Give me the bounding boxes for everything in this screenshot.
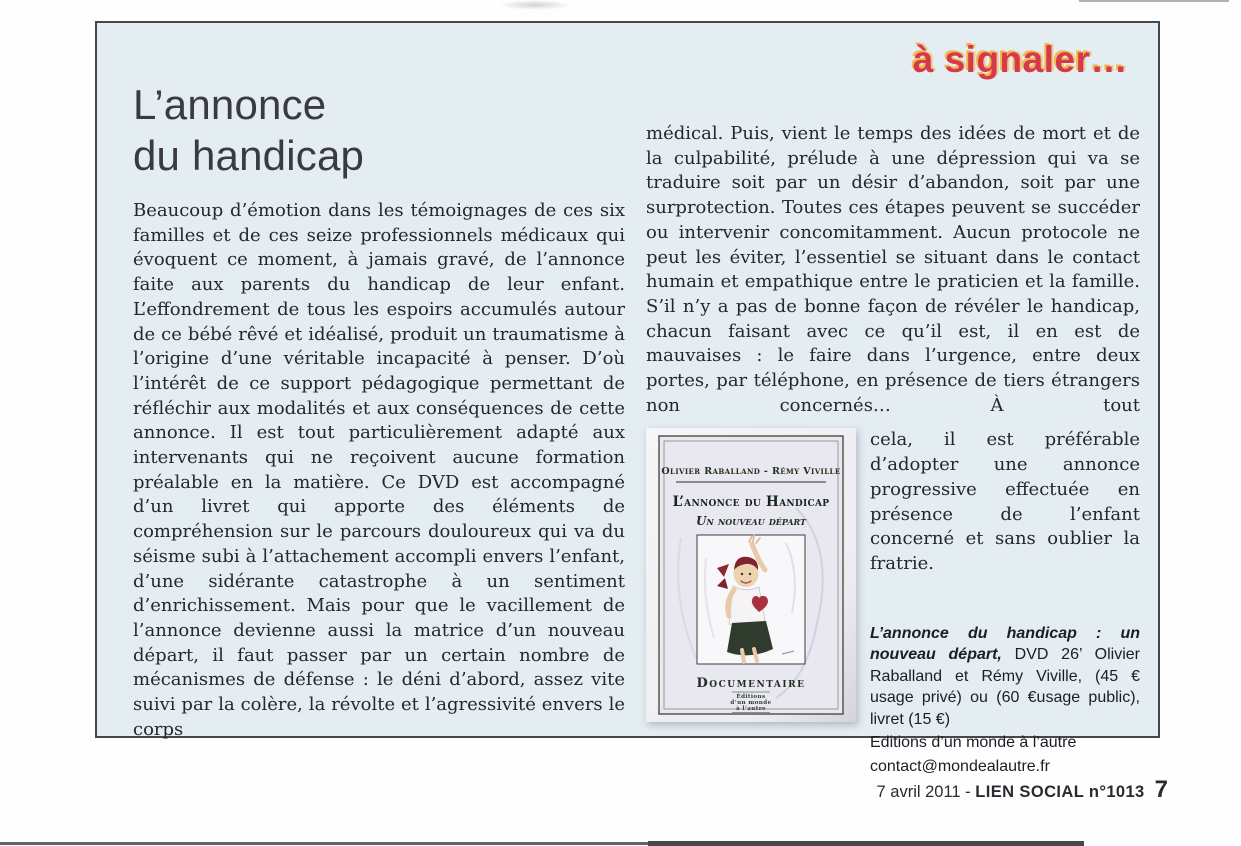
article-panel: [95, 21, 1160, 775]
caption-details: DVD 26’ Olivier Raballand et Rémy Viville, (45 € usage privé) ou (60 €usage public), livret (15 €): [870, 646, 1141, 728]
footer-magazine-title: LIEN SOCIAL n°1013: [975, 783, 1145, 801]
publisher-logo: [730, 692, 771, 713]
scan-artifact-bottom-mid: [648, 841, 1084, 846]
article-title: [133, 79, 364, 181]
dvd-cover-art: [646, 428, 856, 722]
publisher-logo-line1: Éditions: [736, 694, 766, 701]
dvd-cover-image: [646, 428, 856, 722]
caption-lead: [870, 623, 1140, 731]
caption-publisher: Editions d’un monde à l’autre: [870, 734, 1077, 752]
media-row: [646, 428, 1140, 777]
column2-paragraph-top: médical. Puis, vient le temps des idées de mort et de la culpabilité, prélude à une dépression qui va se traduire soit par un désir d’abandon, soit par une surprotection. Toutes ces étapes peuvent se succéder ou intervenir concomitamment. Aucun protocole ne peut les éviter, l’essentiel se situant dans le contact humain et empathique entre le praticien et la famille. S’il n’y a pas de bonne façon de révéler le handicap, chacun faisant avec ce qu’il est, il en est de mauvaises : le faire dans l’urgence, entre deux portes, par téléphone, en présence de tiers étrangers non concernés… À tout: [646, 123, 1140, 416]
article-column-1: Beaucoup d’émotion dans les témoignages de ces six familles et de ces seize professionnels médicaux qui évoquent ce moment, à jamais gravé, de l’annonce faite aux parents du handicap de leur enfant. L’effondrement de tous les espoirs accumulés autour de ce bébé rêvé et idéalisé, produit un traumatisme à l’origine d’une véritable incapacité à penser. D’où l’intérêt de ce support pédagogique permettant de réfléchir aux modalités et aux conséquences de cette annonce. Il est tout particulièrement adapté aux intervenants qui ne reçoivent aucune formation préalable en la matière. Ce DVD est accompagné d’un livret qui apporte des éléments de compréhension sur le parcours douloureux qui va du séisme subi à l’attachement accompli envers l’enfant, d’une sidérante catastrophe à un sentiment d’enrichissement. Mais pour que le vacillement de l’annonce devienne aussi la matrice d’un nouveau départ, il faut passer par un certain nombre de mécanismes de défense : le déni d’abord, assez vite suivi par la colère, la révolte et l’agressivité envers le corps: [133, 200, 625, 740]
dvd-caption: [870, 623, 1140, 778]
article-title-line1: L’annonce: [133, 81, 327, 128]
scan-artifact-bottom-left: [0, 842, 648, 845]
publisher-logo-line3: à l’autre: [735, 706, 767, 713]
column2-side-stack: [870, 428, 1140, 777]
cover-authors: Olivier Raballand - Rémy Viville: [661, 466, 841, 478]
publisher-logo-line2: d’un monde: [730, 700, 772, 707]
caption-title: L’annonce du handicap : un nouveau départ,: [870, 624, 1140, 664]
column2-paragraph-wrap: cela, il est préférable d’adopter une annonce progressive effectuée en présence de l’enfant concerné et sans oublier la fratrie.: [870, 429, 1140, 574]
caption-contact-email: contact@mondealautre.fr: [870, 757, 1050, 775]
scan-artifact-top-right: [1079, 0, 1229, 2]
article-column-2: [646, 122, 1140, 777]
footer-date: 7 avril 2011 -: [876, 783, 976, 801]
cover-title: L’annonce du Handicap: [672, 494, 830, 511]
section-label: à signaler…: [912, 39, 1128, 80]
footer-page-number: 7: [1154, 776, 1168, 803]
article-title-line2: du handicap: [133, 132, 365, 179]
cover-genre: Documentaire: [696, 676, 806, 692]
page-footer: [877, 776, 1168, 804]
scan-artifact-top: [498, 0, 572, 10]
cover-subtitle: Un nouveau départ: [695, 514, 807, 529]
